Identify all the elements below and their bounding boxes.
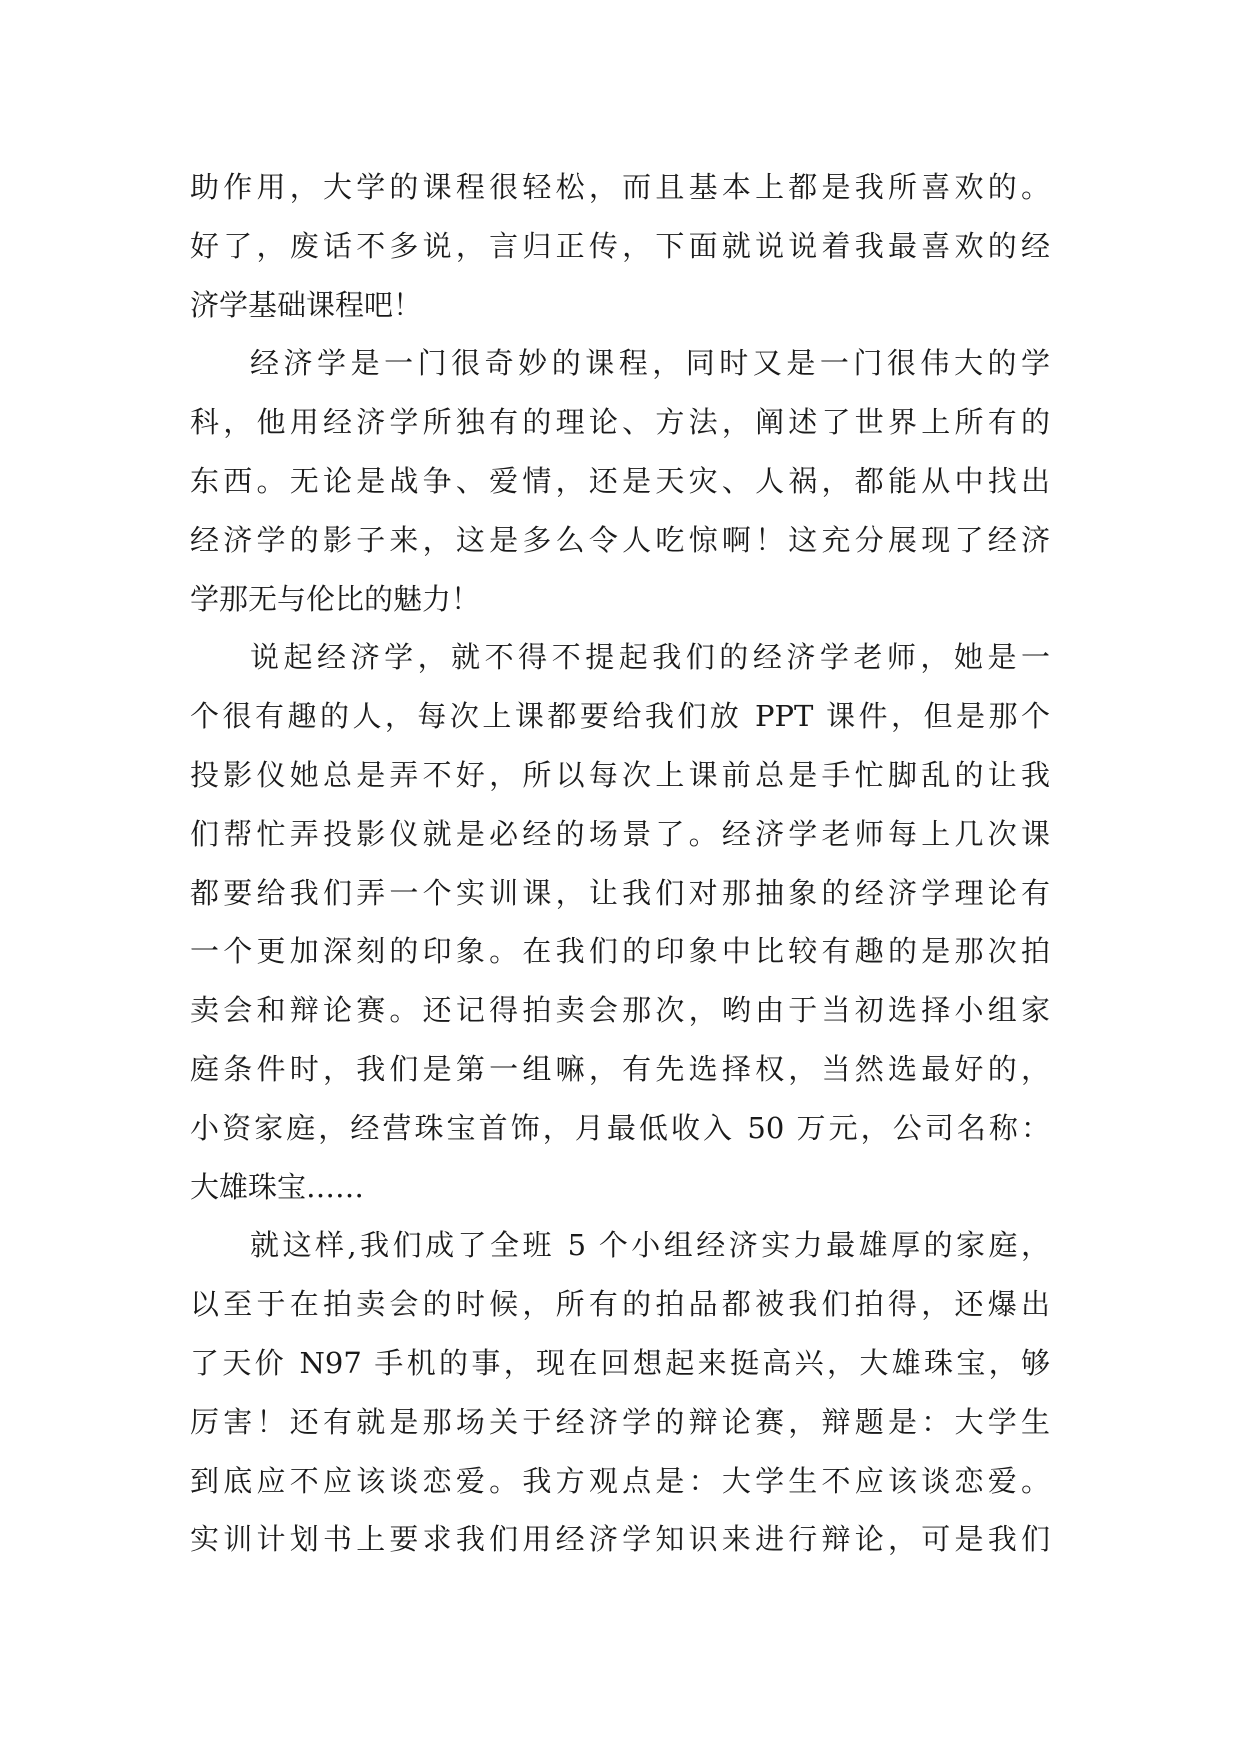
text-line-1: 助作用，大学的课程很轻松，而且基本上都是我所喜欢的。 (190, 170, 1050, 204)
text-line-21: 了天价 N97 手机的事，现在回想起来挺高兴，大雄珠宝，够 (190, 1345, 1050, 1380)
text-line-15: 卖会和辩论赛。还记得拍卖会那次，哟由于当初选择小组家 (190, 993, 1050, 1028)
text-line-10: 个很有趣的人，每次上课都要给我们放 PPT 课件，但是那个 (190, 699, 1050, 734)
text-line-16: 庭条件时，我们是第一组嘛，有先选择权，当然选最好的， (190, 1051, 1050, 1086)
text-line-17: 小资家庭，经营珠宝首饰，月最低收入 50 万元，公司名称： (190, 1110, 1050, 1145)
text-line-5: 科，他用经济学所独有的理论、方法，阐述了世界上所有的 (190, 405, 1050, 440)
text-line-7: 经济学的影子来，这是多么令人吃惊啊！这充分展现了经济 (190, 522, 1050, 557)
text-line-4: 经济学是一门很奇妙的课程，同时又是一门很伟大的学 (250, 346, 1050, 381)
body-text (190, 158, 1050, 1569)
text-line-20: 以至于在拍卖会的时候，所有的拍品都被我们拍得，还爆出 (190, 1287, 1050, 1322)
text-line-23: 到底应不应该谈恋爱。我方观点是：大学生不应该谈恋爱。 (190, 1463, 1050, 1498)
text-line-3: 济学基础课程吧！ (190, 287, 423, 322)
text-line-14: 一个更加深刻的印象。在我们的印象中比较有趣的是那次拍 (190, 934, 1050, 969)
text-line-24: 实训计划书上要求我们用经济学知识来进行辩论，可是我们 (190, 1522, 1050, 1557)
text-line-9: 说起经济学，就不得不提起我们的经济学老师，她是一 (250, 640, 1050, 675)
text-line-18: 大雄珠宝…… (190, 1169, 365, 1204)
text-line-13: 都要给我们弄一个实训课，让我们对那抽象的经济学理论有 (190, 875, 1050, 910)
text-line-12: 们帮忙弄投影仪就是必经的场景了。经济学老师每上几次课 (190, 816, 1050, 851)
text-line-8: 学那无与伦比的魅力！ (190, 581, 481, 616)
text-line-6: 东西。无论是战争、爱情，还是天灾、人祸，都能从中找出 (190, 463, 1050, 498)
text-line-11: 投影仪她总是弄不好，所以每次上课前总是手忙脚乱的让我 (190, 757, 1050, 792)
text-line-2: 好了，废话不多说，言归正传，下面就说说着我最喜欢的经 (190, 228, 1050, 263)
text-line-19: 就这样,我们成了全班 5 个小组经济实力最雄厚的家庭， (250, 1228, 1050, 1263)
text-line-22: 厉害！还有就是那场关于经济学的辩论赛，辩题是：大学生 (190, 1404, 1050, 1439)
